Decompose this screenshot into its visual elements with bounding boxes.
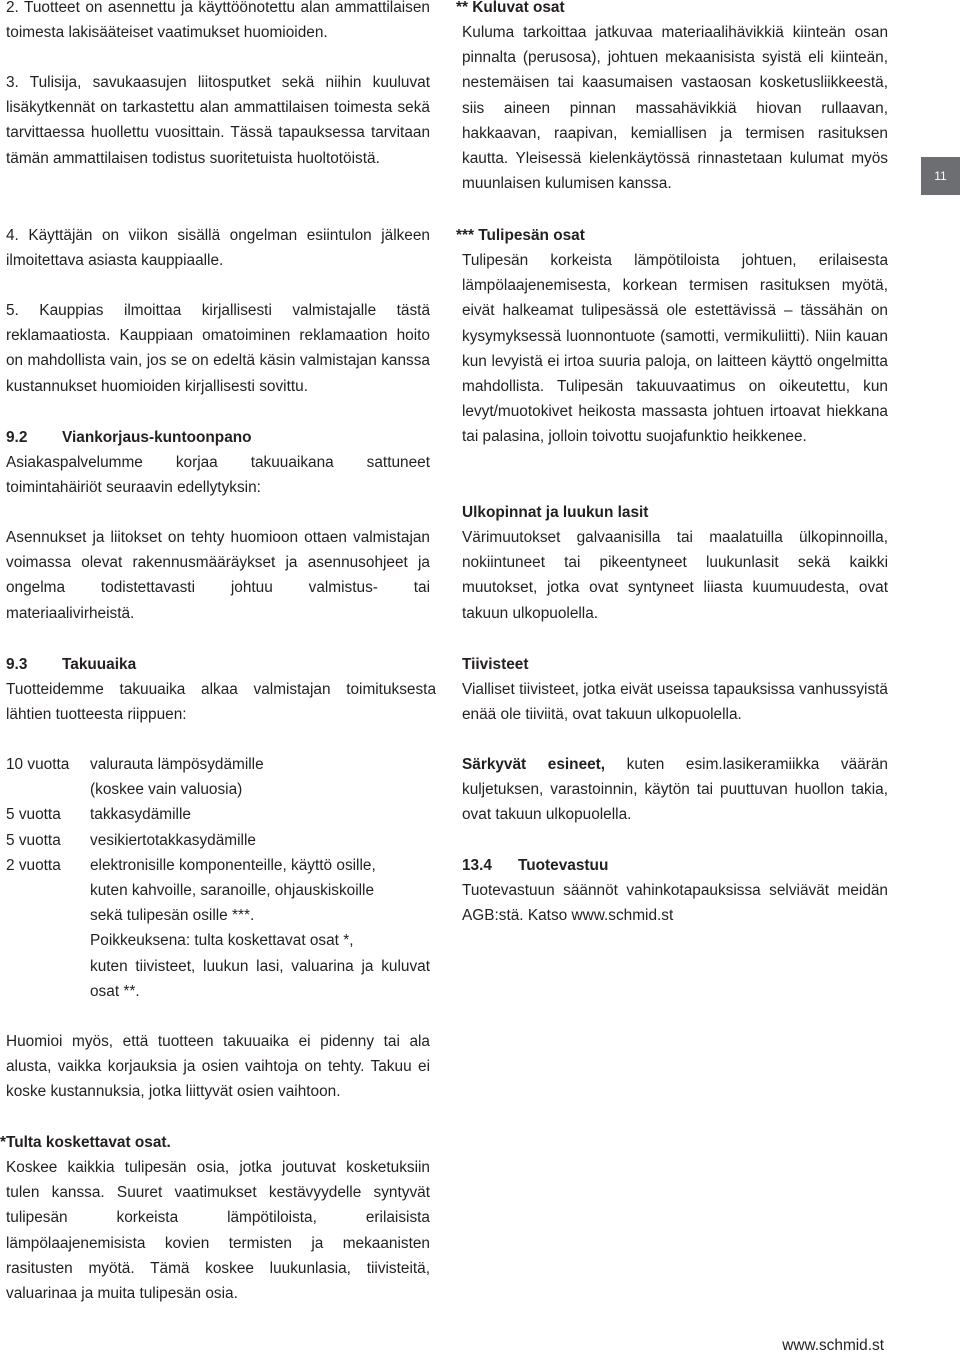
fire-parts-heading: *Tulta koskettavat osat.	[0, 1134, 171, 1151]
warranty-row: 5 vuotta vesikiertotakkasydämille	[6, 831, 256, 849]
section-13-4-text: Tuotevastuun säännöt vahinkotapauksissa selviävät meidän AGB:stä. Katso www.schmid.st	[462, 882, 888, 925]
page-number-tab: 11	[921, 157, 960, 195]
section-9-2-intro: Asiakaspalvelumme korjaa takuuaikana sattuneet toimintahäiriöt seuraavin edellytyksin:	[6, 454, 430, 497]
fire-parts-text: Koskee kaikkia tulipesän osia, jotka joutuvat kosketuksiin tulen kanssa. Suuret vaatimukset kestävyydelle syntyvät tulipesän korkeista lämpötiloista, erilaisista lämpölaajenemisista kovien termisten ja mekaanisten rasitusten myötä. Tämä koskee luukunlasia, tiivisteitä, valuarinaa ja muita tulipesän osia.	[6, 1159, 430, 1303]
section-9-2-heading: 9.2 Viankorjaus-kuntoonpano	[6, 429, 252, 446]
warranty-row: 2 vuotta elektronisille komponenteille, käyttö osille, kuten kahvoille, saranoille, ohjauskiskoille sekä tulipesän osille ***. Poikkeuksena: tulta koskettavat osat *, kuten tiivisteet, luukun lasi, valuarina ja kuluvat osat **.	[6, 856, 430, 1000]
wear-parts-text: Kuluma tarkoittaa jatkuvaa materiaalihävikkiä kiinteän osan pinnalta (perusosa), johtuen mekaanisista syistä eli kiinteän, nestemäisen tai kaasumaisen vastaosan kosketusliikkeestä, siis aineen pinnan massahävikkiä hiovan rullaavan, hakkaavan, raapivan, kemiallisen ja termisen rasituksen kautta. Yleisessä kielenkäytössä rinnastetaan kulumat myös muunlaisen kulumisen kanssa.	[462, 24, 888, 193]
section-9-3-heading: 9.3 Takuuaika	[6, 656, 137, 673]
warranty-list	[6, 752, 430, 1004]
warranty-row: 10 vuotta valurauta lämpösydämille (koskee vain valuosia)	[6, 756, 264, 799]
surfaces-heading: Ulkopinnat ja luukun lasit	[462, 504, 649, 521]
seals-text: Vialliset tiivisteet, jotka eivät useissa tapauksissa vanhussyistä enää ole tiiviitä, ovat takuun ulkopuolella.	[462, 681, 888, 724]
section-9-3-intro: Tuotteidemme takuuaika alkaa valmistajan toimituksesta lähtien tuotteesta riippuen:	[6, 681, 436, 724]
seals-heading: Tiivisteet	[462, 656, 529, 673]
list-item-4: 4. Käyttäjän on viikon sisällä ongelman esiintulon jälkeen ilmoitettava asiasta kauppiaalle.	[6, 227, 430, 270]
footer-url: www.schmid.st	[782, 1337, 884, 1354]
warranty-row: 5 vuotta takkasydämille	[6, 806, 191, 824]
wear-parts-heading: ** Kuluvat osat	[456, 0, 565, 16]
warranty-note: Huomioi myös, että tuotteen takuuaika ei pidenny tai ala alusta, vaikka korjauksia ja osien vaihtoja on tehty. Takuu ei koske kustannuksia, jotka liittyvät osien vaihtoon.	[6, 1033, 430, 1101]
list-item-5: 5. Kauppias ilmoittaa kirjallisesti valmistajalle tästä reklamaatiosta. Kauppiaan omatoiminen reklamaation hoito on mahdollista vain, jos se on edeltä käsin valmistajan kanssa kustannukset huomioiden kirjallisesti sovittu.	[6, 302, 430, 395]
firebox-parts-text: Tulipesän korkeista lämpötiloista johtuen, erilaisesta lämpölaajenemisesta, korkean termisen rasituksen myötä, eivät halkeamat tulipesässä ole estettävissä – tässähän on kysymyksessä luonnontuote (samotti, vermikuliitti). Niin kauan kun levyistä ei irtoa suuria paloja, on laitteen käyttö ongelmitta mahdollista. Tulipesän takuuvaatimus on oikeutettu, kun levyt/muotokivet heikosta massasta johtuen irtoavat hiekkana tai palasina, jolloin toivottu suojafunktio heikkenee.	[462, 252, 888, 446]
list-item-3: 3. Tulisija, savukaasujen liitosputket sekä niihin kuuluvat lisäkytkennät on tarkastettu alan ammattilaisen toimesta sekä tarvittaessa huollettu vuosittain. Tässä tapauksessa tarvitaan tämän ammattilaisen todistus suoritetuista huoltotöistä.	[6, 74, 430, 167]
list-item-2: 2. Tuotteet on asennettu ja käyttöönotettu alan ammattilaisen toimesta lakisääteiset vaatimukset huomioiden.	[6, 0, 430, 42]
firebox-parts-heading: *** Tulipesän osat	[456, 227, 585, 244]
section-9-2-conditions: Asennukset ja liitokset on tehty huomioon ottaen valmistajan voimassa olevat rakennusmääräykset ja asennusohjeet ja ongelma todistettavasti johtuu valmistus- tai materiaalivirheistä.	[6, 529, 430, 622]
surfaces-text: Värimuutokset galvaanisilla tai maalatuilla ülkopinnoilla, nokiintuneet tai pikeentyneet luukunlasit sekä kaikki muutokset, jotka ovat syntyneet liiasta kuumuudesta, ovat takuun ulkopuolella.	[462, 529, 888, 622]
fragile-items-text: Särkyvät esineet, kuten esim.lasikeramiikka väärän kuljetuksen, varastoinnin, käytön tai puuttuvan huollon takia, ovat takuun ulkopuolella.	[462, 756, 888, 824]
section-13-4-heading: 13.4 Tuotevastuu	[462, 857, 609, 874]
